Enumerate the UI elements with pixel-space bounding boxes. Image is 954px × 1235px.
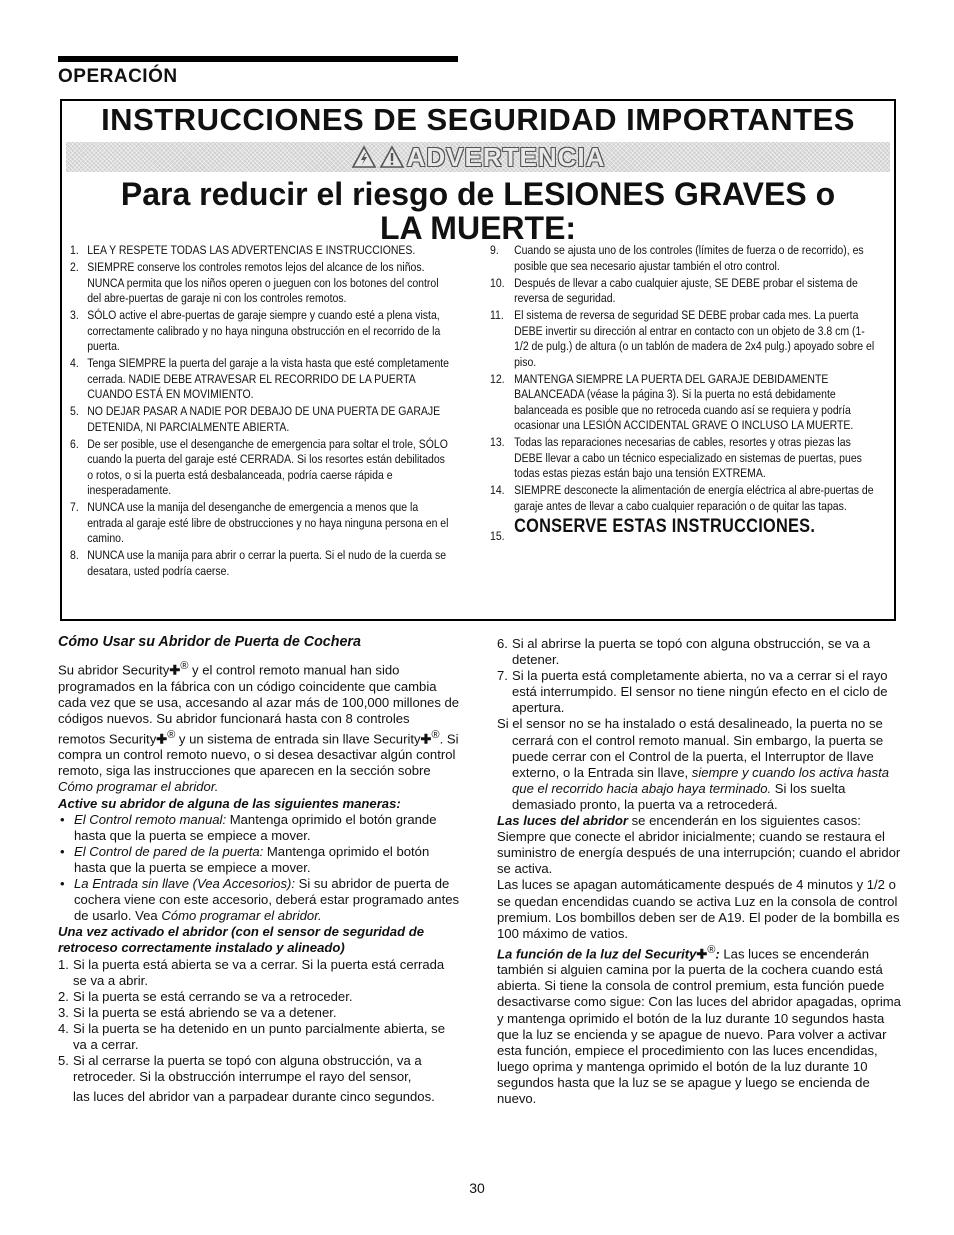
list-item: 7. Si la puerta está completamente abierta, no va a cerrar si el rayo está interrumpido. El sensor no tiene ningún efecto en el ciclo de apertura. — [497, 668, 888, 716]
safety-warning-box — [60, 99, 896, 621]
lights-off-paragraph: Las luces se apagan automáticamente después de 4 minutos y 1/2 o se quedan encendidas cuando se activa Luz en la consola de control premium. Los bombillos deben ser de A19. El poder de la bombilla es 100 máximo de vatios. — [497, 877, 900, 941]
conserve-instructions: 15. CONSERVE ESTAS INSTRUCCIONES. — [490, 516, 816, 543]
list-item: • El Control remoto manual: Mantenga oprimido el botón grande hasta que la puerta se empiece a mover. — [58, 812, 460, 844]
lights-paragraph: Las luces del abridor se encenderán en los siguientes casos: Siempre que conecte el abridor inicialmente; cuando se restaura el suministro de energía después de una interrupción; cuando el abridor se activa. — [497, 813, 901, 877]
section-label: OPERACIÓN — [58, 66, 178, 87]
list-item: 1. Si la puerta está abierta se va a cerrar. Si la puerta está cerrada se va a abrir. — [58, 956, 445, 988]
warning-item: 8. NUNCA use la manija para abrir o cerrar la puerta. Si el nudo de la cuerda se desatara, usted podría caerse. — [70, 548, 447, 578]
warning-item: 1. LEA Y RESPETE TODAS LAS ADVERTENCIAS E INSTRUCCIONES. — [70, 243, 416, 257]
electric-hazard-icon — [351, 145, 377, 169]
warning-item: 6. De ser posible, use el desenganche de emergencia para soltar el trole, SÓLO cuando la puerta del garaje esté CERRADA. Si los resortes están debilitados o rotos, o si la puerta está desbalanceada, podría caerse rápida e inesperadamente. — [70, 436, 448, 497]
sensor-paragraph: Si el sensor no se ha instalado o está desalineado, la puerta no se cerrará con el control remoto manual. Sin embargo, la puerta se puede cerrar con el Control de la puerta, el Interruptor de llave externo, o la Entrada sin llave, siempre y cuando los activa hasta que el recorrido hacia abajo haya terminado. Si los suelta demasiado pronto, la puerta va a retrocederá. — [497, 716, 890, 812]
box-subtitle-line1: Para reducir el riesgo de LESIONES GRAVES o — [120, 176, 836, 212]
light-feature-paragraph: La función de la luz del Security✚®: Las luces se encenderán también si alguien camina por la puerta de la cochera cuando está abierta. Si tiene la consola de control premium, esta función puede desactivarse como sigue: Con las luces del abridor apagadas, oprima y mantenga oprimido el botón de la luz durante 10 segundos hasta que la luz se encienda y se apague de nuevo. Para volver a activar esta función, empiece el procedimiento con las luces encendidas, luego oprima y mantenga oprimido el botón de la luz durante 10 segundos hasta que la luz se se apague y luego se encienda de nuevo. — [497, 943, 901, 1106]
once-activated-heading: Una vez activado el abridor (con el sensor de seguridad de retroceso correctamente instalado y alineado) — [58, 924, 425, 956]
warning-item: 2. SIEMPRE conserve los controles remotos lejos del alcance de los niños. NUNCA permita que los niños operen o jueguen con los botones del control del abre-puertas de garaje ni con los controles remotos. — [70, 260, 439, 305]
warning-word: ADVERTENCIA — [406, 142, 606, 172]
left-column — [58, 634, 460, 1105]
warning-item: 7. NUNCA use la manija del desenganche de emergencia a menos que la entrada al garaje esté libre de obstrucciones y no haya ninguna persona en el camino. — [70, 500, 449, 545]
box-title: INSTRUCCIONES DE SEGURIDAD IMPORTANTES — [101, 102, 855, 137]
warning-banner — [66, 142, 890, 172]
list-item: 6. Si al abrirse la puerta se topó con alguna obstrucción, se va a detener. — [497, 636, 871, 668]
step5-continuation: las luces del abridor van a parpadear durante cinco segundos. — [73, 1089, 435, 1105]
warning-item: 9. Cuando se ajusta uno de los controles (límites de fuerza o de recorrido), es posible que sea necesario ajustar también el otro control. — [490, 243, 864, 273]
list-item: 2. Si la puerta se está cerrando se va a retroceder. — [58, 988, 353, 1004]
intro-paragraph: Su abridor Security✚® y el control remoto manual han sido programados en la fábrica con un código coincidente que cambia cada vez que se usa, accesando al azar más de 100,000 millones de códigos nuevos. Su abridor funcionará hasta con 8 controles remotos Security✚® y un sistema de entrada sin llave Security✚®. Si compra un control remoto nuevo, o si desea desactivar algún control remoto, siga las instrucciones que aparecen en la sección sobre Cómo programar el abridor. — [58, 660, 460, 795]
warning-item: 12. MANTENGA SIEMPRE LA PUERTA DEL GARAJE DEBIDAMENTE BALANCEADA (véase la página 3). Si la puerta no está debidamente balanceada es posible que no retroceda cuando así se requiera y podría ocasionar una LESIÓN ACCIDENTAL GRAVE O INCLUSO LA MUERTE. — [490, 371, 854, 432]
section-heading: Cómo Usar su Abridor de Puerta de Cochera — [58, 634, 361, 650]
warning-item: 10. Después de llevar a cabo cualquier ajuste, SE DEBE probar el sistema de reversa de seguridad. — [490, 275, 858, 305]
warning-triangle-icon — [379, 145, 405, 169]
warnings-left-list — [70, 243, 450, 581]
list-item: 3. Si la puerta se está abriendo se va a detener. — [58, 1004, 337, 1020]
box-subtitle-line2: LA MUERTE: — [379, 210, 577, 246]
warning-item: 4. Tenga SIEMPRE la puerta del garaje a la vista hasta que esté completamente cerrada. NADIE DEBE ATRAVESAR EL RECORRIDO DE LA PUERTA CUANDO ESTÁ EN MOVIMIENTO. — [70, 356, 450, 401]
warning-item: 5. NO DEJAR PASAR A NADIE POR DEBAJO DE UNA PUERTA DE GARAJE DETENIDA, NI PARCIALMENTE ABIERTA. — [70, 404, 441, 434]
list-item: 4. Si la puerta se ha detenido en un punto parcialmente abierta, se va a cerrar. — [58, 1020, 445, 1052]
page-number: 30 — [469, 1180, 485, 1196]
right-column — [497, 636, 901, 1107]
warnings-right-list — [490, 243, 879, 543]
warning-item: 11. El sistema de reversa de seguridad SE DEBE probar cada mes. La puerta DEBE invertir su dirección al entrar en contacto con un objeto de 3.8 cm (1-1/2 de pulg.) de altura (o un tablón de madera de 2x4 pulg.) apoyado sobre el piso. — [490, 308, 875, 369]
list-item: • La Entrada sin llave (Vea Accesorios): Si su abridor de puerta de cochera viene con este accesorio, deberá estar programado antes de usarlo. Vea Cómo programar el abridor. — [58, 876, 460, 924]
list-item: 5. Si al cerrarse la puerta se topó con alguna obstrucción, va a retroceder. Si la obstrucción interrumpe el rayo del sensor, — [58, 1053, 422, 1085]
activate-heading: Active su abridor de alguna de las siguientes maneras: — [58, 795, 401, 811]
warning-item: 3. SÓLO active el abre-puertas de garaje siempre y cuando esté a plena vista, correctamente calibrado y no haya ninguna obstrucción en el recorrido de la puerta. — [70, 308, 441, 353]
warning-item: 14. SIEMPRE desconecte la alimentación de energía eléctrica al abre-puertas de garaje antes de llevar a cabo cualquier reparación o de quitar las tapas. — [490, 483, 874, 513]
box-subtitle — [62, 177, 894, 245]
warning-item: 13. Todas las reparaciones necesarias de cables, resortes y otras piezas las DEBE llevar a cabo un técnico especializado en sistemas de puertas, pues todas estas piezas están bajo una tensión EXTREMA. — [490, 435, 862, 480]
list-item: • El Control de pared de la puerta: Mantenga oprimido el botón hasta que la puerta se empiece a mover. — [58, 844, 460, 876]
top-rule — [58, 56, 458, 62]
